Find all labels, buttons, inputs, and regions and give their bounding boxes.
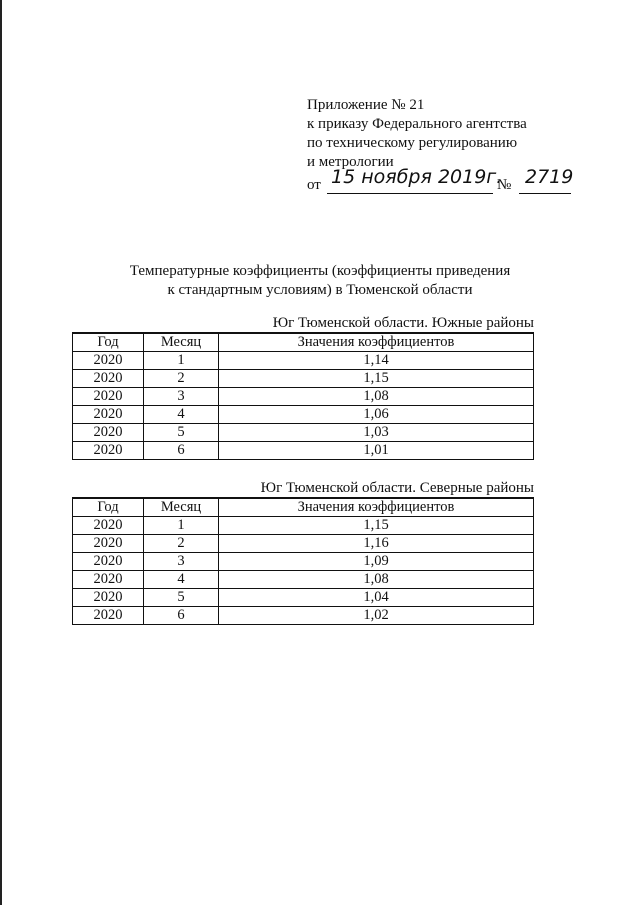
table-row [73,535,534,553]
column-header-value: Значения коэффициентов [219,333,534,352]
number-underline [519,193,571,194]
cell-year: 2020 [73,388,144,406]
cell-month: 1 [144,352,219,370]
cell-value: 1,04 [219,589,534,607]
coefficients-table-north [72,497,534,625]
agency-line-2: и метрологии [307,154,394,170]
cell-value: 1,09 [219,553,534,571]
cell-year: 2020 [73,424,144,442]
cell-month: 6 [144,442,219,460]
number-label: № [497,177,512,193]
page-edge [0,0,2,905]
agency-line: по техническому регулированию [307,135,518,151]
cell-year: 2020 [73,535,144,553]
handwritten-number: 2719 [525,166,574,188]
cell-value: 1,08 [219,571,534,589]
cell-year: 2020 [73,352,144,370]
table-caption-south: Юг Тюменской области. Южные районы [272,315,534,331]
cell-value: 1,03 [219,424,534,442]
cell-value: 1,15 [219,517,534,535]
cell-value: 1,02 [219,607,534,625]
cell-month: 3 [144,553,219,571]
table-row [73,442,534,460]
cell-month: 1 [144,517,219,535]
cell-month: 6 [144,607,219,625]
table-header-row [73,333,534,352]
cell-month: 5 [144,589,219,607]
cell-month: 5 [144,424,219,442]
cell-year: 2020 [73,406,144,424]
cell-value: 1,06 [219,406,534,424]
appendix-number: Приложение № 21 [307,97,425,113]
coefficients-table-south [72,332,534,460]
table-row [73,571,534,589]
column-header-month: Месяц [144,333,219,352]
column-header-month: Месяц [144,498,219,517]
cell-value: 1,01 [219,442,534,460]
table-row [73,352,534,370]
cell-month: 4 [144,571,219,589]
table-row [73,388,534,406]
document-title [100,262,540,300]
cell-year: 2020 [73,607,144,625]
order-reference: к приказу Федерального агентства [307,116,527,132]
table-row [73,589,534,607]
cell-year: 2020 [73,442,144,460]
handwritten-date: 15 ноября 2019г. [331,166,503,188]
cell-value: 1,16 [219,535,534,553]
title-line-2: к стандартным условиям) в Тюменской области [167,282,473,298]
from-label: от [307,177,321,193]
cell-year: 2020 [73,553,144,571]
table-caption-north: Юг Тюменской области. Северные районы [260,480,534,496]
table-row [73,607,534,625]
cell-value: 1,08 [219,388,534,406]
column-header-value: Значения коэффициентов [219,498,534,517]
cell-value: 1,14 [219,352,534,370]
table-row [73,424,534,442]
appendix-header [307,96,607,196]
table-row [73,517,534,535]
cell-month: 2 [144,535,219,553]
date-underline [327,193,493,194]
column-header-year: Год [73,498,144,517]
column-header-year: Год [73,333,144,352]
cell-year: 2020 [73,370,144,388]
order-date-line [307,166,607,196]
table-row [73,406,534,424]
cell-month: 2 [144,370,219,388]
table-row [73,553,534,571]
cell-year: 2020 [73,571,144,589]
cell-value: 1,15 [219,370,534,388]
table-row [73,370,534,388]
cell-year: 2020 [73,589,144,607]
table-header-row [73,498,534,517]
cell-month: 4 [144,406,219,424]
cell-year: 2020 [73,517,144,535]
cell-month: 3 [144,388,219,406]
title-line-1: Температурные коэффициенты (коэффициенты приведения [129,263,511,279]
